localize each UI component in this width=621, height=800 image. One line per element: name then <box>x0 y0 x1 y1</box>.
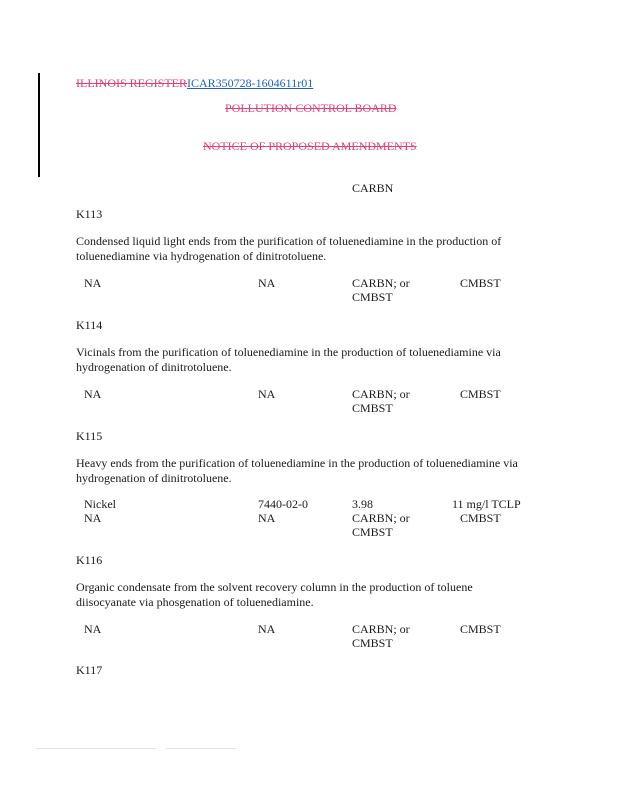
footer-rule <box>36 748 156 749</box>
waste-description: Condensed liquid light ends from the purification of toluenediamine in the production of toluenediamine via hydrogenation of dinitrotoluene. <box>76 234 502 263</box>
notice-header: NOTICE OF PROPOSED AMENDMENTS <box>203 139 417 153</box>
nonwastewater-standard-cell: 11 mg/l TCLP <box>452 497 521 511</box>
standard-line: CARBN; or <box>352 276 410 290</box>
nonwastewater-standard-cell: CMBST <box>460 511 501 525</box>
standard-line: CMBST <box>352 636 393 650</box>
nonwastewater-standard-cell: CMBST <box>460 387 501 401</box>
constituent-cell: NA <box>84 622 102 636</box>
wastewater-standard-cell <box>352 276 410 304</box>
register-inserted-text: ICAR350728-1604611r01 <box>187 76 314 90</box>
standard-line: CMBST <box>352 290 393 304</box>
waste-description: Organic condensate from the solvent recovery column in the production of toluene diisocyanate via phosgenation of toluenediamine. <box>76 580 473 609</box>
constituent-cell: NA <box>84 511 102 525</box>
standard-line: CMBST <box>352 401 393 415</box>
standard-line: CARBN; or <box>352 511 410 525</box>
nonwastewater-standard-cell: CMBST <box>460 622 501 636</box>
constituent-cell: NA <box>84 387 102 401</box>
register-header <box>76 76 313 91</box>
cas-number-cell: 7440-02-0 <box>258 497 308 511</box>
waste-code: K117 <box>76 663 103 677</box>
top-fragment-text: CARBN <box>352 181 394 195</box>
nonwastewater-standard-cell: CMBST <box>460 276 501 290</box>
waste-code: K113 <box>76 207 103 221</box>
cas-number-cell: NA <box>258 276 276 290</box>
register-deleted-text: ILLINOIS REGISTER <box>76 76 187 90</box>
waste-code: K116 <box>76 553 103 567</box>
wastewater-standard-cell <box>352 387 410 415</box>
revision-bar <box>38 73 40 177</box>
constituent-cell: NA <box>84 276 102 290</box>
wastewater-standard-cell <box>352 511 410 539</box>
waste-description: Heavy ends from the purification of toluenediamine in the production of toluenediamine via hydrogenation of dinitrotoluene. <box>76 456 518 485</box>
constituent-cell: Nickel <box>84 497 116 511</box>
waste-code: K114 <box>76 318 103 332</box>
waste-code: K115 <box>76 429 103 443</box>
wastewater-standard-cell: 3.98 <box>352 497 373 511</box>
wastewater-standard-cell <box>352 622 410 650</box>
standard-line: CARBN; or <box>352 622 410 636</box>
waste-description: Vicinals from the purification of toluenediamine in the production of toluenediamine via hydrogenation of dinitrotoluene. <box>76 345 501 374</box>
cas-number-cell: NA <box>258 387 276 401</box>
cas-number-cell: NA <box>258 511 276 525</box>
standard-line: CARBN; or <box>352 387 410 401</box>
standard-line: CMBST <box>352 525 393 539</box>
board-header: POLLUTION CONTROL BOARD <box>225 101 397 115</box>
footer-rule <box>166 748 236 749</box>
cas-number-cell: NA <box>258 622 276 636</box>
